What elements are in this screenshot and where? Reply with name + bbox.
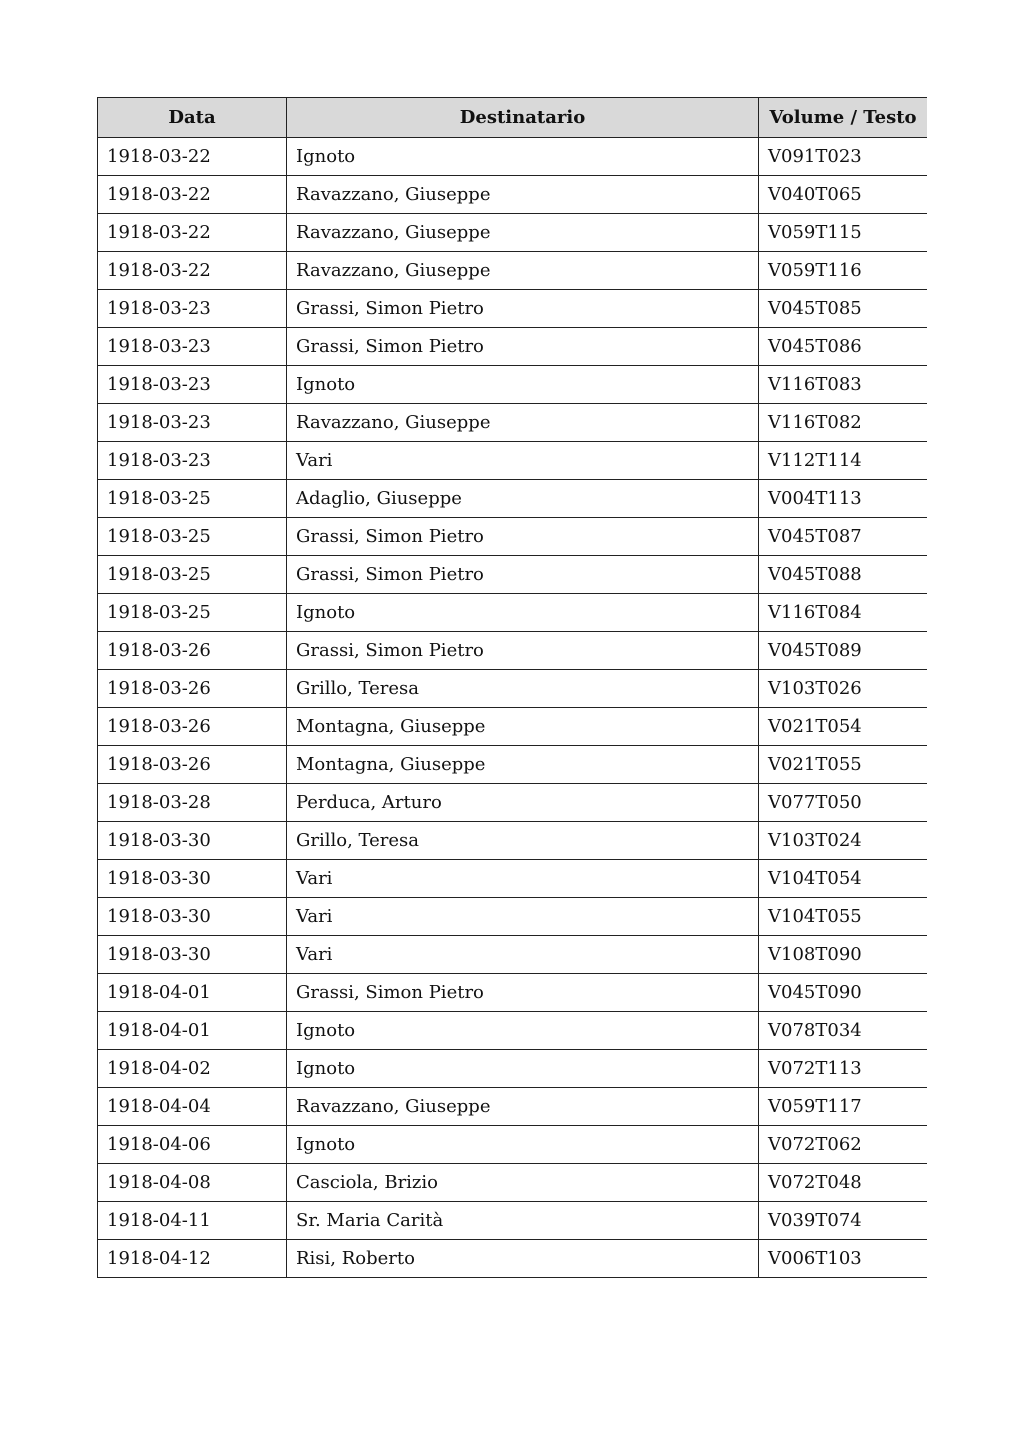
cell-volume-text: V040T065: [759, 176, 928, 214]
cell-recipient: Adaglio, Giuseppe: [287, 480, 759, 518]
cell-recipient: Ravazzano, Giuseppe: [287, 1088, 759, 1126]
cell-date: 1918-03-23: [98, 404, 287, 442]
cell-date: 1918-03-23: [98, 328, 287, 366]
cell-date: 1918-03-25: [98, 556, 287, 594]
cell-recipient: Ignoto: [287, 366, 759, 404]
table-row: [98, 632, 928, 670]
cell-recipient: Ignoto: [287, 138, 759, 176]
cell-volume-text: V103T024: [759, 822, 928, 860]
cell-volume-text: V116T084: [759, 594, 928, 632]
cell-date: 1918-03-23: [98, 290, 287, 328]
cell-recipient: Vari: [287, 860, 759, 898]
table-row: [98, 442, 928, 480]
table-row: [98, 784, 928, 822]
cell-volume-text: V104T055: [759, 898, 928, 936]
cell-recipient: Grassi, Simon Pietro: [287, 290, 759, 328]
cell-recipient: Grassi, Simon Pietro: [287, 974, 759, 1012]
cell-date: 1918-03-23: [98, 366, 287, 404]
cell-volume-text: V112T114: [759, 442, 928, 480]
cell-recipient: Ravazzano, Giuseppe: [287, 176, 759, 214]
table-row: [98, 1240, 928, 1278]
table-row: [98, 518, 928, 556]
cell-date: 1918-03-26: [98, 746, 287, 784]
cell-recipient: Ignoto: [287, 1012, 759, 1050]
cell-volume-text: V116T083: [759, 366, 928, 404]
cell-recipient: Ravazzano, Giuseppe: [287, 404, 759, 442]
table-row: [98, 1126, 928, 1164]
cell-recipient: Casciola, Brizio: [287, 1164, 759, 1202]
cell-volume-text: V108T090: [759, 936, 928, 974]
cell-recipient: Vari: [287, 898, 759, 936]
table-row: [98, 1164, 928, 1202]
cell-recipient: Ignoto: [287, 594, 759, 632]
cell-volume-text: V059T116: [759, 252, 928, 290]
table-row: [98, 1050, 928, 1088]
cell-recipient: Ignoto: [287, 1126, 759, 1164]
cell-date: 1918-04-11: [98, 1202, 287, 1240]
cell-volume-text: V116T082: [759, 404, 928, 442]
table-row: [98, 480, 928, 518]
cell-recipient: Grillo, Teresa: [287, 670, 759, 708]
table-row: [98, 556, 928, 594]
cell-recipient: Ravazzano, Giuseppe: [287, 252, 759, 290]
cell-date: 1918-03-25: [98, 480, 287, 518]
cell-volume-text: V072T048: [759, 1164, 928, 1202]
table-row: [98, 404, 928, 442]
cell-date: 1918-03-22: [98, 176, 287, 214]
table-row: [98, 290, 928, 328]
cell-date: 1918-04-02: [98, 1050, 287, 1088]
cell-volume-text: V045T090: [759, 974, 928, 1012]
table-row: [98, 936, 928, 974]
cell-volume-text: V104T054: [759, 860, 928, 898]
table-row: [98, 138, 928, 176]
table-row: [98, 670, 928, 708]
table-row: [98, 366, 928, 404]
table-row: [98, 1088, 928, 1126]
table-row: [98, 176, 928, 214]
cell-date: 1918-03-22: [98, 214, 287, 252]
table-row: [98, 974, 928, 1012]
table-row: [98, 708, 928, 746]
table-row: [98, 214, 928, 252]
cell-date: 1918-03-25: [98, 518, 287, 556]
cell-date: 1918-03-30: [98, 936, 287, 974]
cell-volume-text: V006T103: [759, 1240, 928, 1278]
letters-table-container: [97, 97, 927, 1312]
table-row: [98, 898, 928, 936]
cell-date: 1918-03-22: [98, 252, 287, 290]
cell-date: 1918-03-26: [98, 708, 287, 746]
cell-recipient: Grassi, Simon Pietro: [287, 518, 759, 556]
cell-date: 1918-03-26: [98, 632, 287, 670]
cell-date: 1918-04-06: [98, 1126, 287, 1164]
table-row: [98, 594, 928, 632]
table-row: [98, 822, 928, 860]
column-header-volume-text: Volume / Testo: [759, 98, 928, 138]
cell-date: 1918-03-30: [98, 898, 287, 936]
cell-date: 1918-03-30: [98, 822, 287, 860]
cell-volume-text: V103T026: [759, 670, 928, 708]
table-header-row: [98, 98, 928, 138]
cell-volume-text: V045T089: [759, 632, 928, 670]
cell-recipient: Vari: [287, 936, 759, 974]
column-header-date: Data: [98, 98, 287, 138]
cell-recipient: Sr. Maria Carità: [287, 1202, 759, 1240]
table-row: [98, 860, 928, 898]
cell-date: 1918-04-01: [98, 1012, 287, 1050]
cell-date: 1918-03-22: [98, 138, 287, 176]
cell-volume-text: V045T088: [759, 556, 928, 594]
cell-date: 1918-03-23: [98, 442, 287, 480]
table-row: [98, 252, 928, 290]
cell-volume-text: V091T023: [759, 138, 928, 176]
table-row: [98, 746, 928, 784]
cell-volume-text: V045T087: [759, 518, 928, 556]
cell-volume-text: V021T054: [759, 708, 928, 746]
cell-volume-text: V045T085: [759, 290, 928, 328]
cell-recipient: Montagna, Giuseppe: [287, 708, 759, 746]
cell-recipient: Grassi, Simon Pietro: [287, 328, 759, 366]
table-body: [98, 138, 928, 1278]
cell-volume-text: V059T115: [759, 214, 928, 252]
cell-date: 1918-03-30: [98, 860, 287, 898]
cell-recipient: Grillo, Teresa: [287, 822, 759, 860]
cell-volume-text: V021T055: [759, 746, 928, 784]
cell-recipient: Vari: [287, 442, 759, 480]
cell-recipient: Grassi, Simon Pietro: [287, 632, 759, 670]
table-header: [98, 98, 928, 138]
cell-volume-text: V078T034: [759, 1012, 928, 1050]
cell-volume-text: V072T062: [759, 1126, 928, 1164]
cell-date: 1918-04-04: [98, 1088, 287, 1126]
cell-volume-text: V059T117: [759, 1088, 928, 1126]
cell-volume-text: V045T086: [759, 328, 928, 366]
cell-volume-text: V077T050: [759, 784, 928, 822]
cell-recipient: Perduca, Arturo: [287, 784, 759, 822]
cell-recipient: Montagna, Giuseppe: [287, 746, 759, 784]
cell-recipient: Risi, Roberto: [287, 1240, 759, 1278]
cell-volume-text: V072T113: [759, 1050, 928, 1088]
cell-date: 1918-03-28: [98, 784, 287, 822]
table-row: [98, 1202, 928, 1240]
cell-date: 1918-03-25: [98, 594, 287, 632]
cell-volume-text: V039T074: [759, 1202, 928, 1240]
cell-date: 1918-03-26: [98, 670, 287, 708]
cell-recipient: Grassi, Simon Pietro: [287, 556, 759, 594]
cell-date: 1918-04-12: [98, 1240, 287, 1278]
column-header-recipient: Destinatario: [287, 98, 759, 138]
cell-date: 1918-04-01: [98, 974, 287, 1012]
table-row: [98, 1012, 928, 1050]
cell-date: 1918-04-08: [98, 1164, 287, 1202]
cell-recipient: Ignoto: [287, 1050, 759, 1088]
table-row: [98, 328, 928, 366]
cell-recipient: Ravazzano, Giuseppe: [287, 214, 759, 252]
cell-volume-text: V004T113: [759, 480, 928, 518]
letters-table: [97, 97, 927, 1278]
